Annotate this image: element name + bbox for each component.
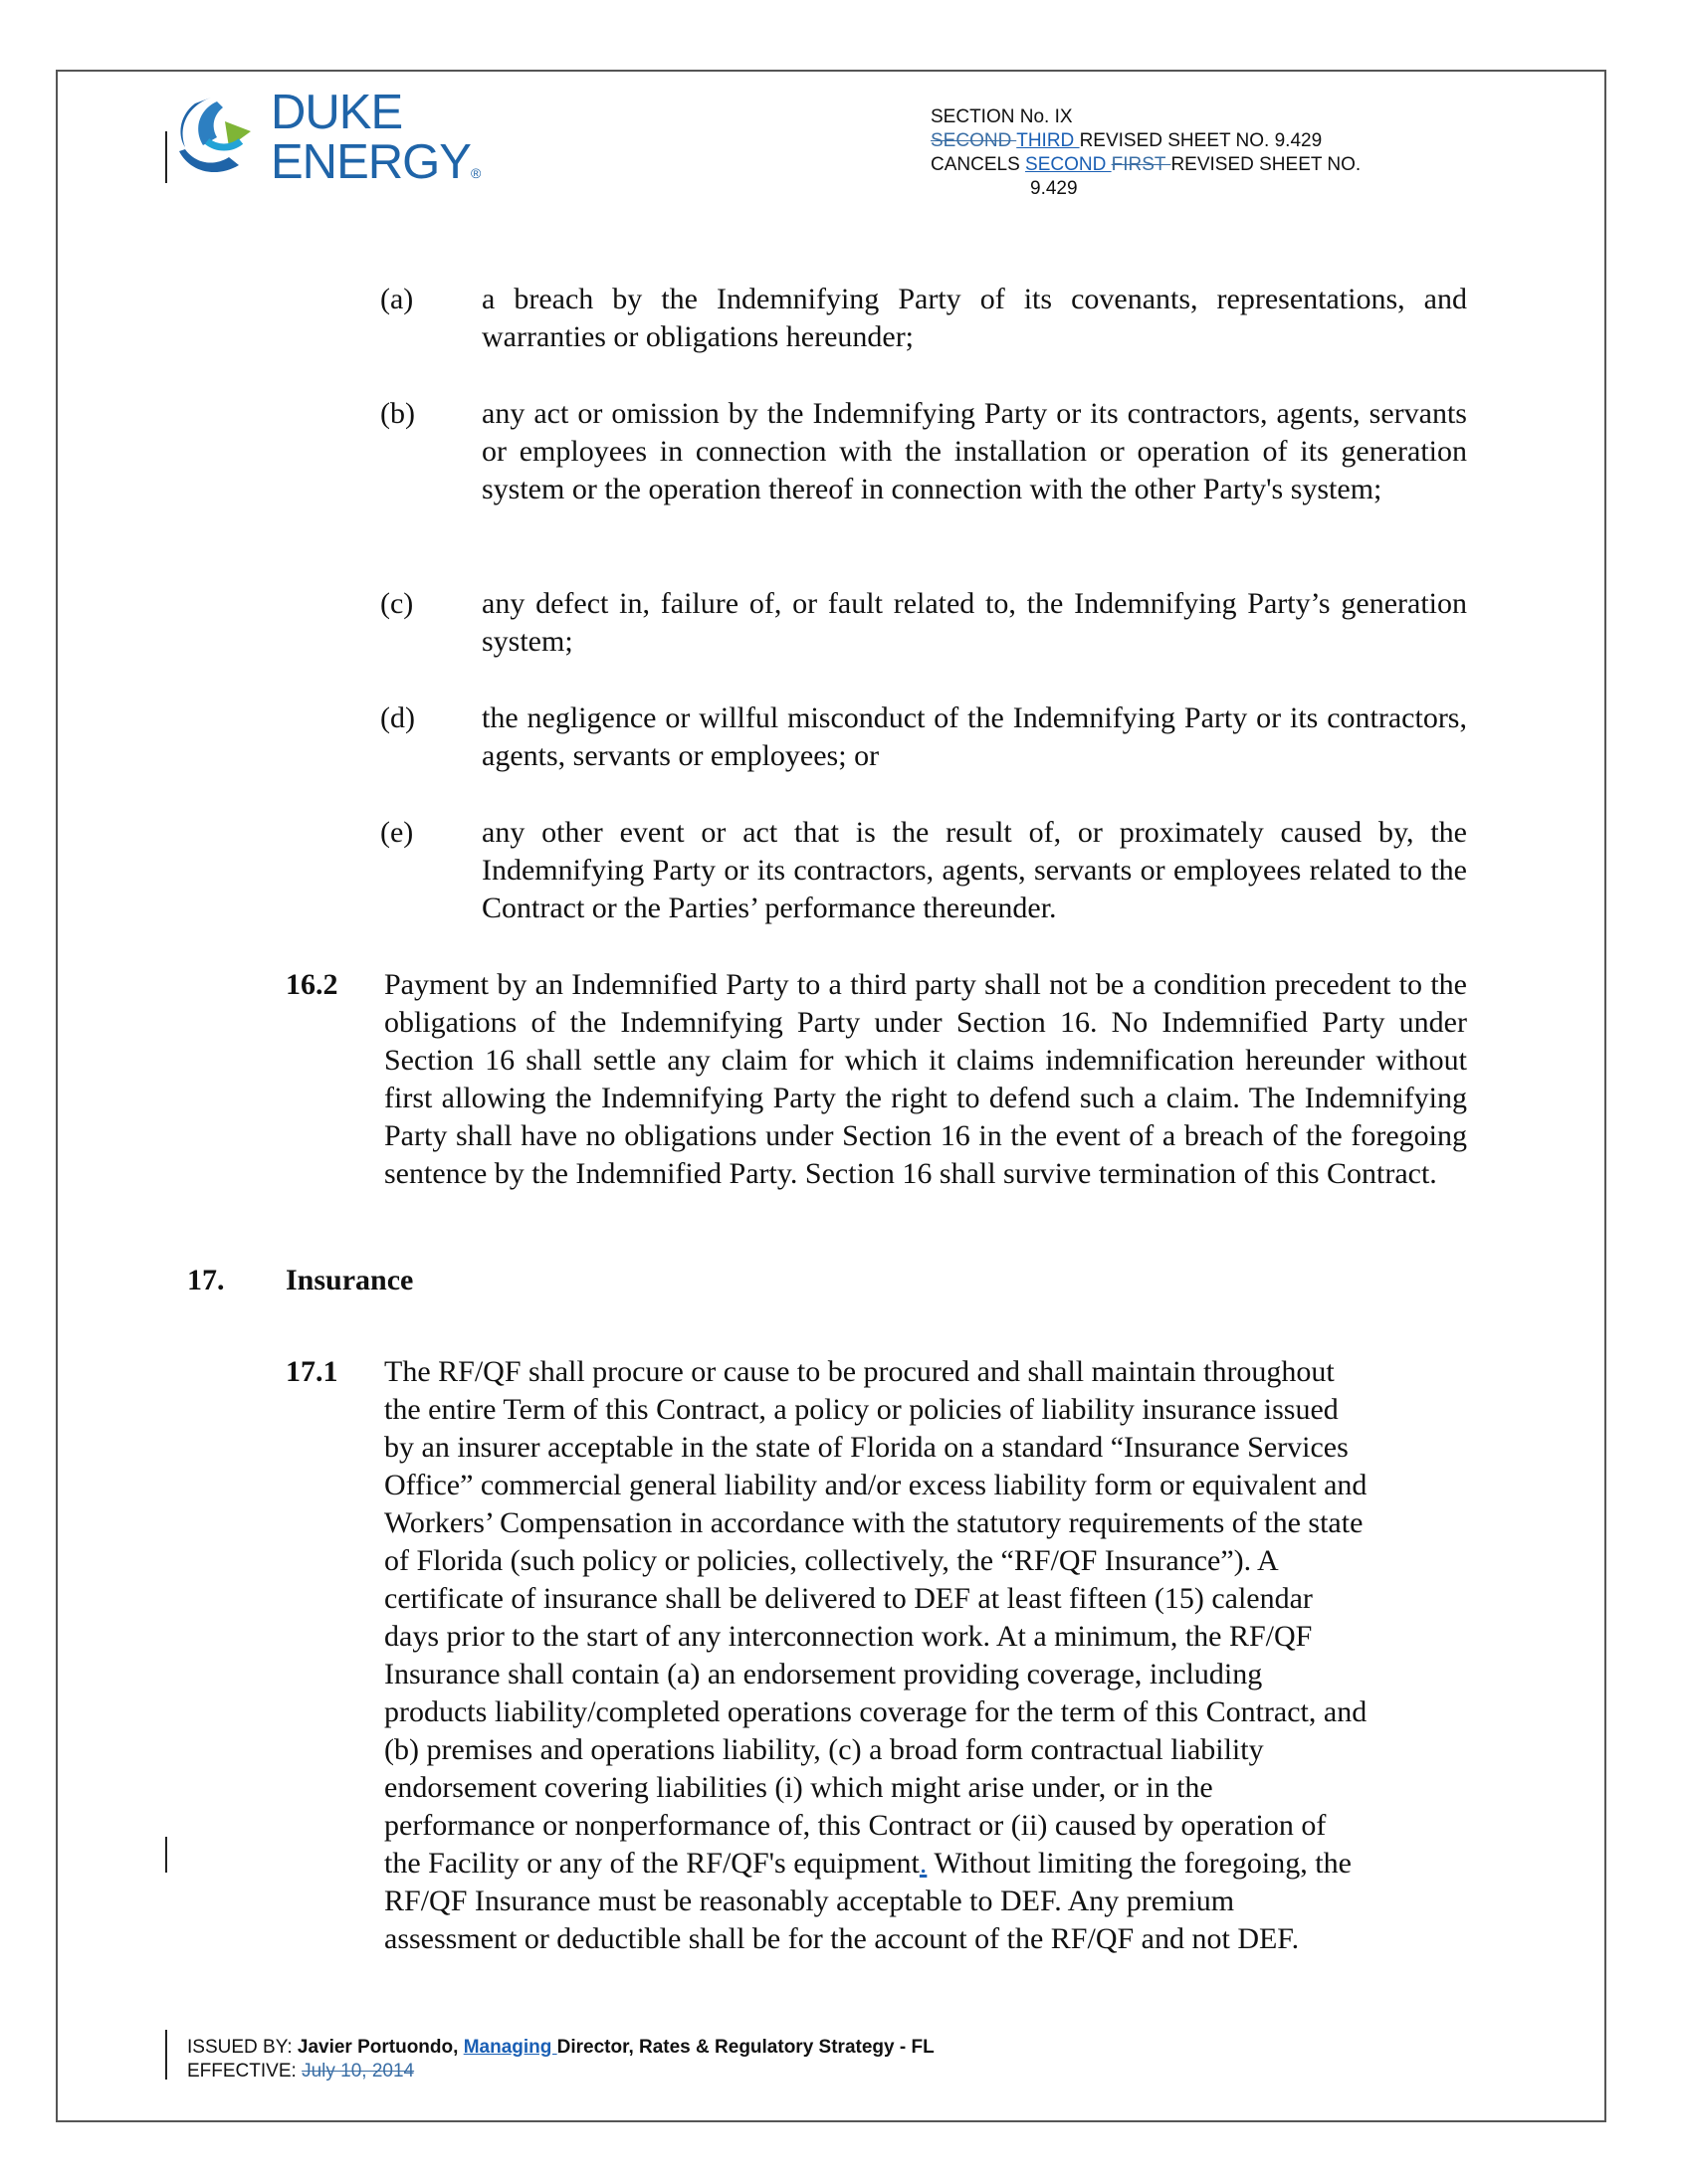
item-label: (c) (380, 587, 414, 620)
section-number: SECTION No. IX (931, 106, 1073, 127)
issued-by-label: ISSUED BY: (187, 2037, 298, 2058)
text-line: the entire Term of this Contract, a policy or policies of liability insurance issued (384, 1393, 1339, 1426)
text-line: certificate of insurance shall be delivered to DEF at least fifteen (15) calendar (384, 1582, 1313, 1615)
text-segment: Without limiting the foregoing, the (927, 1847, 1352, 1880)
section-17-title: Insurance (286, 1264, 414, 1296)
section-16-2-text: Payment by an Indemnified Party to a third party shall not be a condition precedent to the obligations of the Indemnifying Party under Section 16. No Indemnified Party under Section 16 shall settle any claim for which it claims indemnification hereunder without first allowing the Indemnifying Party the right to defend such a claim. The Indemnifying Party shall have no obligations under Section 16 in the event of a breach of the foregoing sentence by the Indemnified Party. Section 16 shall survive termination of this Contract. (384, 968, 1467, 1190)
cancels-prefix: CANCELS (931, 154, 1026, 175)
text-line: endorsement covering liabilities (i) which might arise under, or in the (384, 1771, 1213, 1804)
text-line: of Florida (such policy or policies, collectively, the “RF/QF Insurance”). A (384, 1544, 1279, 1577)
section-17-1-number: 17.1 (286, 1355, 338, 1388)
section-16-2-number: 16.2 (286, 968, 338, 1001)
registered-mark: ® (470, 165, 482, 181)
issued-by-line (187, 2036, 935, 2060)
issuer-name: Javier Portuondo, (297, 2037, 464, 2058)
text-line: (b) premises and operations liability, (c) a broad form contractual liability (384, 1733, 1264, 1766)
section-17-number: 17. (187, 1264, 225, 1296)
item-label: (a) (380, 283, 414, 315)
footer (187, 2036, 935, 2084)
cancels-inserted: SECOND (1025, 154, 1112, 175)
cancels-struck: FIRST (1111, 154, 1171, 175)
issuer-title: Director, Rates & Regulatory Strategy - FL (556, 2037, 935, 2058)
logo-text-line2: ENERGY (271, 135, 471, 189)
effective-label: EFFECTIVE: (187, 2061, 303, 2082)
item-text: the negligence or willful misconduct of the Indemnifying Party or its contractors, agents, servants or employees; or (482, 701, 1467, 772)
item-label: (b) (380, 397, 415, 430)
inserted-period: . (919, 1847, 928, 1880)
section-17-1-text (384, 1353, 1479, 1958)
text-line: assessment or deductible shall be for the account of the RF/QF and not DEF. (384, 1922, 1300, 1955)
text-line: products liability/completed operations coverage for the term of this Contract, and (384, 1695, 1368, 1728)
item-text: any other event or act that is the result of, or proximately caused by, the Indemnifying Party or its contractors, agents, servants or employees related to the Contract or the Parties’ performance thereunder. (482, 816, 1467, 924)
item-text: any act or omission by the Indemnifying Party or its contractors, agents, servants or employees in connection with the installation or operation of its generation system or the operation thereof in connection with the other Party's system; (482, 397, 1467, 505)
text-line: The RF/QF shall procure or cause to be procured and shall maintain throughout (384, 1355, 1335, 1388)
item-text: a breach by the Indemnifying Party of its covenants, representations, and warranties or obligations hereunder; (482, 283, 1467, 353)
text-line: RF/QF Insurance must be reasonably acceptable to DEF. Any premium (384, 1885, 1235, 1917)
item-label: (e) (380, 816, 414, 849)
item-text: any defect in, failure of, or fault related to, the Indemnifying Party’s generation system; (482, 587, 1467, 658)
inserted-revision: THIRD (1016, 130, 1080, 151)
item-label: (d) (380, 701, 415, 734)
text-line: Workers’ Compensation in accordance with the statutory requirements of the state (384, 1506, 1364, 1539)
text-line (384, 1845, 1479, 1883)
issuer-inserted-word: Managing (463, 2037, 557, 2058)
effective-date-struck: July 10, 2014 (302, 2061, 415, 2082)
text-line: Office” commercial general liability and/or excess liability form or equivalent and (384, 1469, 1368, 1501)
logo-text-line1: DUKE (271, 86, 403, 139)
text-line: Insurance shall contain (a) an endorsement providing coverage, including (384, 1658, 1263, 1690)
revised-sheet-text: REVISED SHEET NO. 9.429 (1079, 130, 1323, 151)
cancels-sheet-number: 9.429 (1030, 178, 1078, 199)
cancels-rest: REVISED SHEET NO. (1170, 154, 1362, 175)
struck-revision: SECOND (931, 130, 1017, 151)
text-line: by an insurer acceptable in the state of Florida on a standard “Insurance Services (384, 1431, 1349, 1464)
effective-line (187, 2060, 935, 2084)
text-line: performance or nonperformance of, this Contract or (ii) caused by operation of (384, 1809, 1327, 1842)
text-line: days prior to the start of any interconnection work. At a minimum, the RF/QF (384, 1620, 1313, 1653)
text-segment: the Facility or any of the RF/QF's equipment (384, 1847, 920, 1880)
